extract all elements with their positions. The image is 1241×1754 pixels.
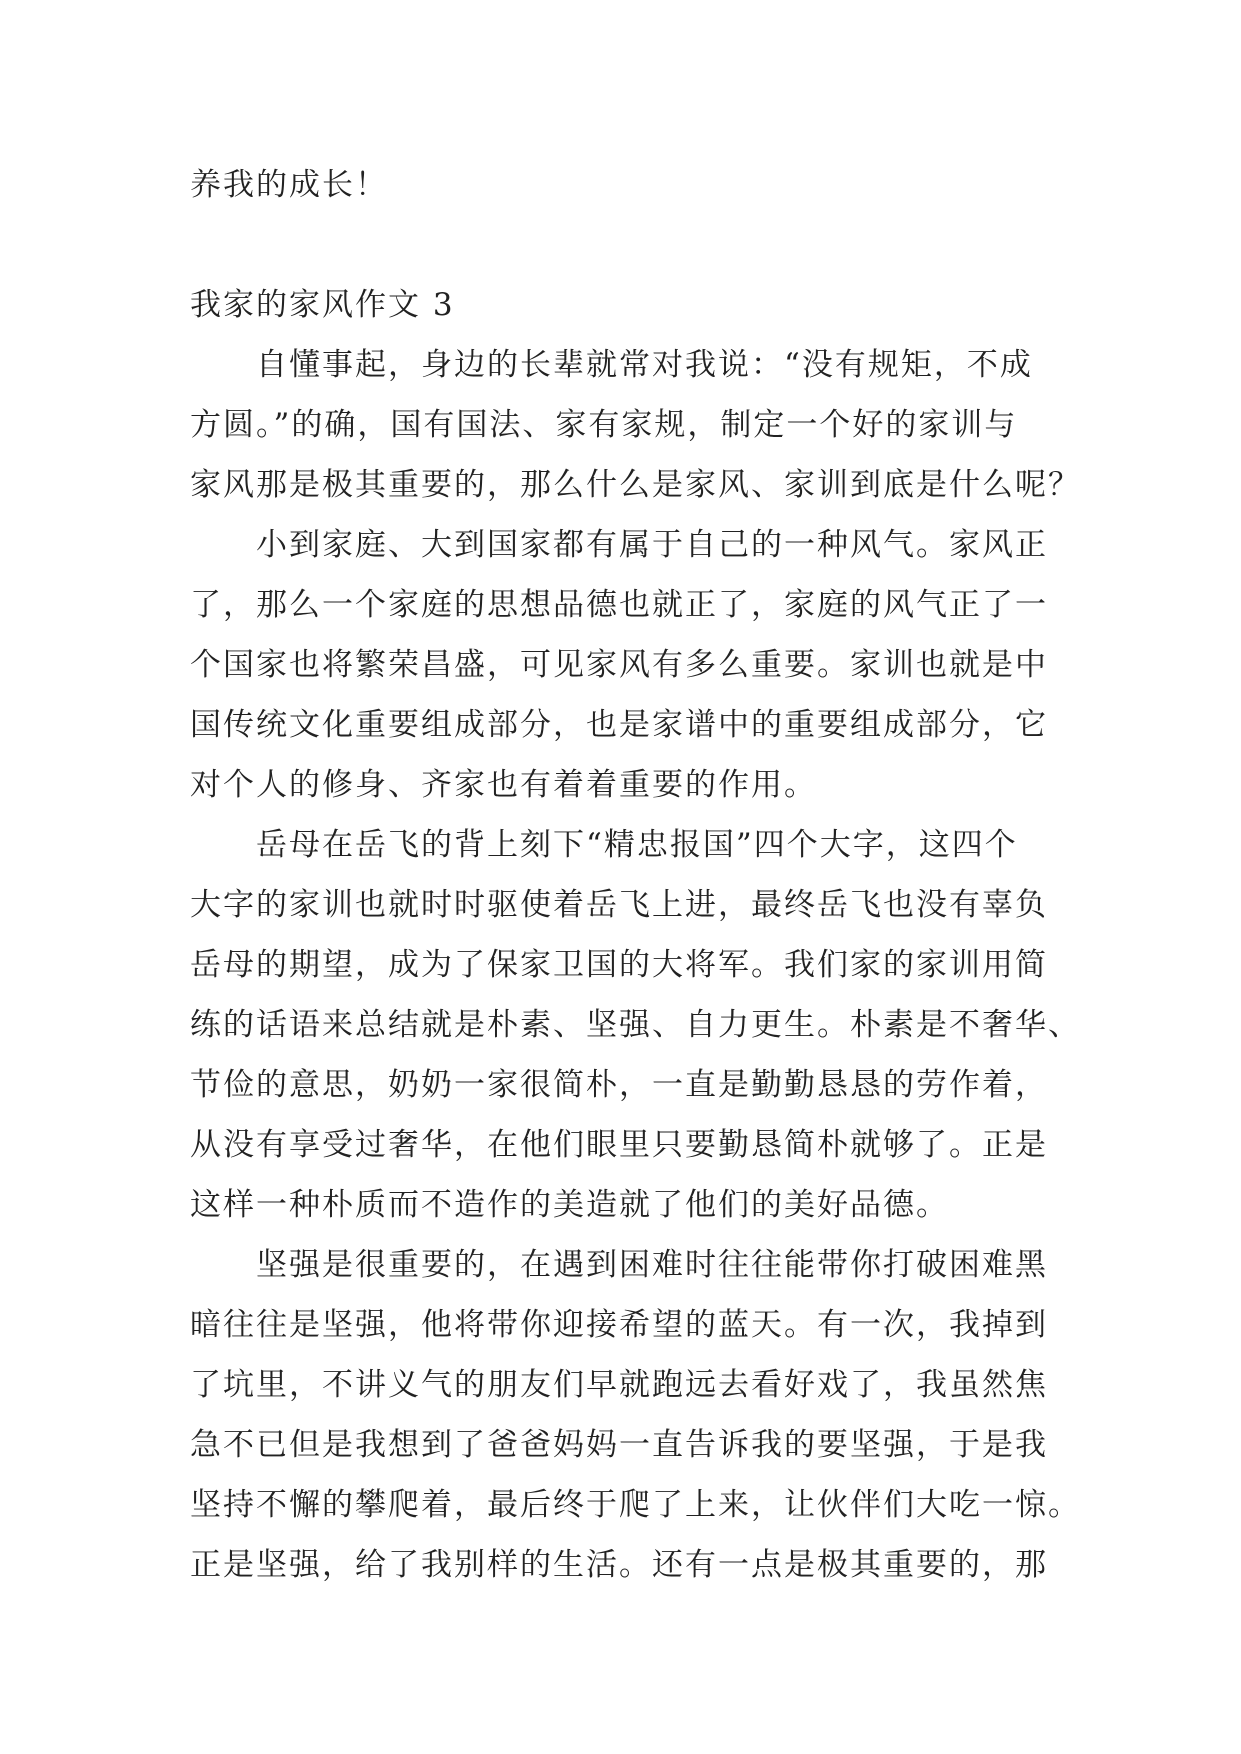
paragraph-line: 了坑里，不讲义气的朋友们早就跑远去看好戏了，我虽然焦 bbox=[190, 1367, 1048, 1403]
paragraph-line: 正是坚强，给了我别样的生活。还有一点是极其重要的，那 bbox=[190, 1547, 1048, 1583]
paragraph-line: 从没有享受过奢华，在他们眼里只要勤恳简朴就够了。正是 bbox=[190, 1127, 1048, 1163]
paragraph-line: 坚持不懈的攀爬着，最后终于爬了上来，让伙伴们大吃一惊。 bbox=[190, 1487, 1081, 1523]
paragraph-line: 急不已但是我想到了爸爸妈妈一直告诉我的要坚强，于是我 bbox=[190, 1427, 1048, 1463]
paragraph-line: 小到家庭、大到国家都有属于自己的一种风气。家风正 bbox=[190, 527, 1048, 563]
paragraph-line: 方圆。”的确，国有国法、家有家规，制定一个好的家训与 bbox=[190, 407, 1018, 443]
paragraph-line: 个国家也将繁荣昌盛，可见家风有多么重要。家训也就是中 bbox=[190, 647, 1048, 683]
opening-fragment: 养我的成长！ bbox=[190, 167, 388, 203]
paragraph-line: 坚强是很重要的，在遇到困难时往往能带你打破困难黑 bbox=[190, 1247, 1048, 1283]
paragraph-line: 家风那是极其重要的，那么什么是家风、家训到底是什么呢？ bbox=[190, 467, 1081, 503]
paragraph-line: 国传统文化重要组成部分，也是家谱中的重要组成部分，它 bbox=[190, 707, 1048, 743]
paragraph-line: 岳母在岳飞的背上刻下“精忠报国”四个大字，这四个 bbox=[190, 827, 1018, 863]
section-title: 我家的家风作文 3 bbox=[190, 287, 455, 323]
paragraph-line: 了，那么一个家庭的思想品德也就正了，家庭的风气正了一 bbox=[190, 587, 1048, 623]
paragraph-line: 岳母的期望，成为了保家卫国的大将军。我们家的家训用简 bbox=[190, 947, 1048, 983]
paragraph-line: 节俭的意思，奶奶一家很简朴，一直是勤勤恳恳的劳作着， bbox=[190, 1067, 1048, 1103]
paragraph-line: 大字的家训也就时时驱使着岳飞上进，最终岳飞也没有辜负 bbox=[190, 887, 1048, 923]
paragraph-line: 自懂事起，身边的长辈就常对我说：“没有规矩，不成 bbox=[190, 347, 1033, 383]
paragraph-line: 练的话语来总结就是朴素、坚强、自力更生。朴素是不奢华、 bbox=[190, 1007, 1081, 1043]
paragraph-line: 暗往往是坚强，他将带你迎接希望的蓝天。有一次，我掉到 bbox=[190, 1307, 1048, 1343]
paragraph-line: 对个人的修身、齐家也有着着重要的作用。 bbox=[190, 767, 817, 803]
paragraph-line: 这样一种朴质而不造作的美造就了他们的美好品德。 bbox=[190, 1187, 949, 1223]
